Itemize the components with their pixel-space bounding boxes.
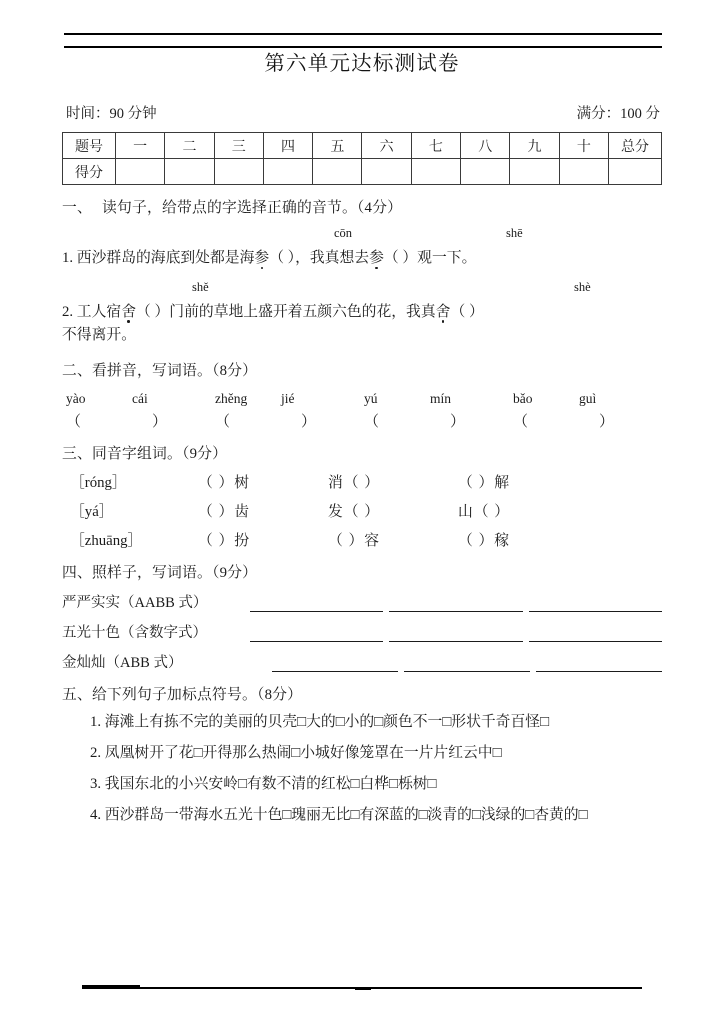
answer-slot-2[interactable] [215, 410, 364, 431]
homophone-3-cell-3[interactable]: （ ）稼 [458, 533, 511, 550]
pinyin-hint-q2-a: shě [192, 279, 209, 294]
section-3-number: 三、 [62, 446, 92, 463]
homophone-key-1: ［róng］ [70, 475, 127, 492]
word-pattern-row-1 [62, 591, 662, 612]
q1-dotted-char-a: 参 [254, 250, 270, 266]
pinyin-hint-q1-b: shē [506, 226, 523, 240]
section-2-pinyin-row [62, 391, 662, 407]
section-5-number: 五、 [62, 687, 92, 704]
table-row-question-numbers [63, 133, 662, 159]
punctuation-question-4: 4. 西沙群岛一带海水五光十色□瑰丽无比□有深蓝的□淡青的□浅绿的□杏黄的□ [90, 806, 588, 823]
score-col-4: 四 [263, 133, 312, 159]
word-pattern-blank-3-3[interactable] [536, 655, 662, 672]
score-cell-1[interactable] [116, 159, 165, 185]
score-cell-7[interactable] [411, 159, 460, 185]
homophone-row-1 [62, 471, 662, 492]
word-pattern-blank-2-1[interactable] [250, 625, 383, 642]
homophone-row-2 [62, 500, 662, 521]
answer-slot-1-close: ） [152, 414, 168, 431]
section-1-number: 一、 [62, 200, 92, 216]
word-pattern-blank-3-2[interactable] [404, 655, 530, 672]
score-table [62, 132, 662, 185]
q1-text-a: 1. 西沙群岛的海底到处都是海 [62, 250, 255, 266]
section-heading-4 [62, 561, 662, 582]
score-cell-8[interactable] [461, 159, 510, 185]
pinyin-hint-q2-b: shè [574, 279, 591, 294]
answer-slot-4-open: （ [513, 414, 529, 431]
score-col-1: 一 [116, 133, 165, 159]
section-3-title: 同音字组词。 [92, 446, 182, 463]
pinyin-2-b: jié [281, 391, 295, 407]
section-1-question-2-cont: 不得离开。 [62, 327, 136, 344]
pinyin-4-a: bǎo [513, 391, 533, 407]
answer-slot-3[interactable] [364, 410, 513, 431]
score-col-10: 十 [559, 133, 608, 159]
section-3-points: （9分） [181, 446, 228, 463]
pinyin-group-1 [66, 391, 215, 407]
score-cell-4[interactable] [263, 159, 312, 185]
score-cell-2[interactable] [165, 159, 214, 185]
score-col-6: 六 [362, 133, 411, 159]
homophone-2-cell-1[interactable]: （ ）齿 [198, 504, 251, 521]
answer-slot-3-close: ） [450, 414, 466, 431]
word-pattern-label-1: 严严实实（AABB 式） [62, 595, 208, 612]
footer-rule-segment-mid [355, 987, 371, 990]
header-rule-bottom [64, 46, 662, 48]
score-col-total: 总分 [609, 133, 662, 159]
section-1-question-1 [62, 247, 662, 271]
section-2-answer-row [62, 410, 662, 431]
total-points-label: 满分：100 分 [576, 106, 660, 122]
page-title: 第六单元达标测试卷 [264, 53, 460, 75]
word-pattern-label-2: 五光十色（含数字式） [62, 625, 207, 642]
q2-dotted-char-a: 舍 [121, 303, 137, 320]
score-col-5: 五 [313, 133, 362, 159]
section-1-question-2 [62, 301, 662, 325]
homophone-key-3: ［zhuāng］ [70, 533, 143, 550]
pinyin-hint-row-q2 [62, 280, 662, 299]
punctuation-question-2: 2. 凤凰树开了花□开得那么热闹□小城好像笼罩在一片片红云中□ [90, 744, 502, 761]
score-col-2: 二 [165, 133, 214, 159]
section-heading-2 [62, 359, 662, 380]
answer-slot-3-open: （ [364, 414, 380, 431]
q1-text-b: （ ），我真想去 [269, 250, 370, 266]
row-label-score: 得分 [63, 159, 116, 185]
footer-rule-segment-left [82, 985, 140, 987]
section-5-points: （8分） [256, 687, 303, 704]
pinyin-2-a: zhěng [215, 391, 248, 407]
q2-text-a: 2. 工人宿 [62, 303, 122, 320]
section-1-title: 读句子，给带点的字选择正确的音节。 [102, 200, 357, 216]
score-cell-9[interactable] [510, 159, 559, 185]
score-col-9: 九 [510, 133, 559, 159]
q1-text-c: （ ）观一下。 [383, 250, 477, 266]
header-rule-top [64, 33, 662, 35]
pinyin-3-a: yú [364, 391, 378, 407]
pinyin-hint-q1-a: cōn [334, 226, 353, 240]
exam-meta [62, 102, 662, 123]
homophone-row-3 [62, 529, 662, 550]
section-2-number: 二、 [62, 363, 92, 380]
score-cell-total[interactable] [609, 159, 662, 185]
q2-text-c: （ ） [450, 303, 484, 320]
q2-text-b: （ ）门前的草地上盛开着五颜六色的花，我真 [136, 303, 436, 320]
word-pattern-row-3 [62, 651, 662, 672]
section-heading-1 [62, 196, 662, 217]
answer-slot-2-open: （ [215, 414, 231, 431]
pinyin-group-3 [364, 391, 513, 407]
word-pattern-blanks-2 [250, 625, 662, 642]
row-label-question-number: 题号 [63, 133, 116, 159]
word-pattern-blank-1-2[interactable] [389, 595, 522, 612]
pinyin-1-a: yào [66, 391, 86, 407]
word-pattern-blank-1-3[interactable] [529, 595, 662, 612]
answer-slot-1-open: （ [66, 414, 82, 431]
score-cell-5[interactable] [313, 159, 362, 185]
score-col-3: 三 [214, 133, 263, 159]
answer-slot-4-close: ） [599, 414, 615, 431]
pinyin-hint-row-q1 [62, 226, 662, 245]
punctuation-question-3: 3. 我国东北的小兴安岭□有数不清的红松□白桦□栎树□ [90, 775, 437, 792]
word-pattern-blanks-3 [272, 655, 662, 672]
score-cell-6[interactable] [362, 159, 411, 185]
homophone-1-cell-3[interactable]: （ ）解 [458, 475, 511, 492]
homophone-1-cell-1[interactable]: （ ）树 [198, 475, 251, 492]
section-4-title: 照样子，写词语。 [92, 565, 212, 582]
homophone-2-cell-3[interactable]: 山（ ） [458, 504, 511, 521]
score-cell-3[interactable] [214, 159, 263, 185]
score-col-7: 七 [411, 133, 460, 159]
pinyin-group-2 [215, 391, 364, 407]
table-row-scores [63, 159, 662, 185]
word-pattern-blank-1-1[interactable] [250, 595, 383, 612]
section-5-title: 给下列句子加标点符号。 [92, 687, 257, 704]
section-4-points: （9分） [211, 565, 258, 582]
homophone-3-cell-1[interactable]: （ ）扮 [198, 533, 251, 550]
section-2-title: 看拼音，写词语。 [92, 363, 212, 380]
answer-slot-1[interactable] [66, 410, 215, 431]
pinyin-4-b: guì [579, 391, 597, 407]
section-1-points: （4分） [356, 200, 403, 216]
pinyin-3-b: mín [430, 391, 452, 407]
pinyin-group-4 [513, 391, 662, 407]
q2-dotted-char-b: 舍 [435, 303, 451, 320]
word-pattern-label-3: 金灿灿（ABB 式） [62, 655, 183, 672]
answer-slot-4[interactable] [513, 410, 662, 431]
section-2-points: （8分） [211, 363, 258, 380]
word-pattern-blanks-1 [250, 595, 662, 612]
word-pattern-blank-2-3[interactable] [529, 625, 662, 642]
q1-dotted-char-b: 参 [369, 250, 384, 266]
pinyin-1-b: cái [132, 391, 148, 407]
score-cell-10[interactable] [559, 159, 608, 185]
answer-slot-2-close: ） [301, 414, 317, 431]
word-pattern-blank-2-2[interactable] [389, 625, 522, 642]
homophone-3-cell-2[interactable]: （ ）容 [328, 533, 381, 550]
score-col-8: 八 [461, 133, 510, 159]
punctuation-question-1: 1. 海滩上有拣不完的美丽的贝壳□大的□小的□颜色不一□形状千奇百怪□ [90, 714, 550, 731]
homophone-2-cell-2[interactable]: 发（ ） [328, 504, 381, 521]
section-4-number: 四、 [62, 565, 92, 582]
time-limit-label: 时间：90 分钟 [66, 106, 157, 122]
homophone-key-2: ［yá］ [70, 504, 114, 521]
homophone-1-cell-2[interactable]: 消（ ） [328, 475, 381, 492]
section-heading-5 [62, 683, 662, 704]
word-pattern-blank-3-1[interactable] [272, 655, 398, 672]
section-heading-3 [62, 442, 662, 463]
word-pattern-row-2 [62, 621, 662, 642]
